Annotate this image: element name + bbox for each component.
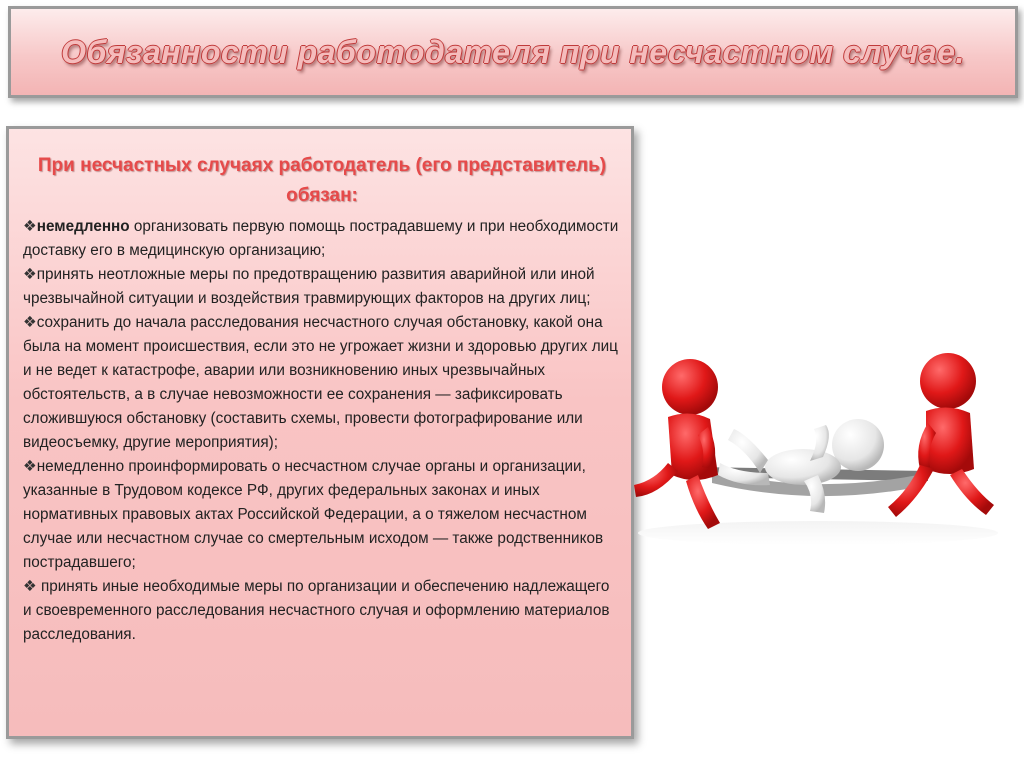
duties-list bbox=[23, 215, 621, 647]
left-rescuer bbox=[634, 359, 720, 529]
duties-panel bbox=[6, 126, 634, 739]
list-item bbox=[23, 575, 621, 647]
diamond-bullet-icon: ❖ bbox=[23, 266, 37, 283]
item-text: сохранить до начала расследования несчастного случая обстановку, какой она была на момент происшествия, если это не угрожает жизни и здоровью других лиц и не ведет к катастрофе, аварии или возникновению иных чрезвычайных обстоятельств, а в случае невозможности ее сохранения — зафиксировать сложившуюся обстановку (составить схемы, провести фотографирование или видеосъемку, другие мероприятия); bbox=[23, 314, 618, 451]
stretcher-rescue-illustration bbox=[628, 345, 1008, 565]
list-item bbox=[23, 455, 621, 575]
item-text: организовать первую помощь пострадавшему и при необходимости доставку его в медицинскую организацию; bbox=[23, 218, 619, 259]
diamond-bullet-icon: ❖ bbox=[23, 458, 37, 475]
slide-title: Обязанности работодателя при несчастном случае. bbox=[61, 33, 965, 70]
list-item bbox=[23, 311, 621, 455]
diamond-bullet-icon: ❖ bbox=[23, 578, 37, 595]
stretcher-rescue-icon bbox=[628, 345, 1008, 565]
floor-shadow bbox=[638, 521, 998, 545]
title-banner bbox=[8, 6, 1018, 98]
item-emphasis: немедленно bbox=[36, 218, 130, 235]
item-text: немедленно проинформировать о несчастном случае органы и организации, указанные в Трудовом кодексе РФ, других федеральных законах и иных нормативных правовых актах Российской Федерации, а о тяжелом несчастном случае или несчастном случае со смертельным исходом — также родственников пострадавшего; bbox=[23, 458, 604, 571]
list-item bbox=[23, 215, 621, 263]
item-text: принять неотложные меры по предотвращению развития аварийной или иной чрезвычайной ситуации и воздействия травмирующих факторов на других лиц; bbox=[23, 266, 595, 307]
panel-heading: При несчастных случаях работодатель (его представитель) обязан: bbox=[37, 155, 607, 206]
right-rescuer bbox=[888, 353, 994, 517]
list-item bbox=[23, 263, 621, 311]
diamond-bullet-icon: ❖ bbox=[23, 218, 37, 235]
injured-person bbox=[718, 419, 884, 513]
item-text: принять иные необходимые меры по организации и обеспечению надлежащего и своевременного расследования несчастного случая и оформлению материалов расследования. bbox=[23, 578, 610, 643]
diamond-bullet-icon: ❖ bbox=[23, 314, 37, 331]
